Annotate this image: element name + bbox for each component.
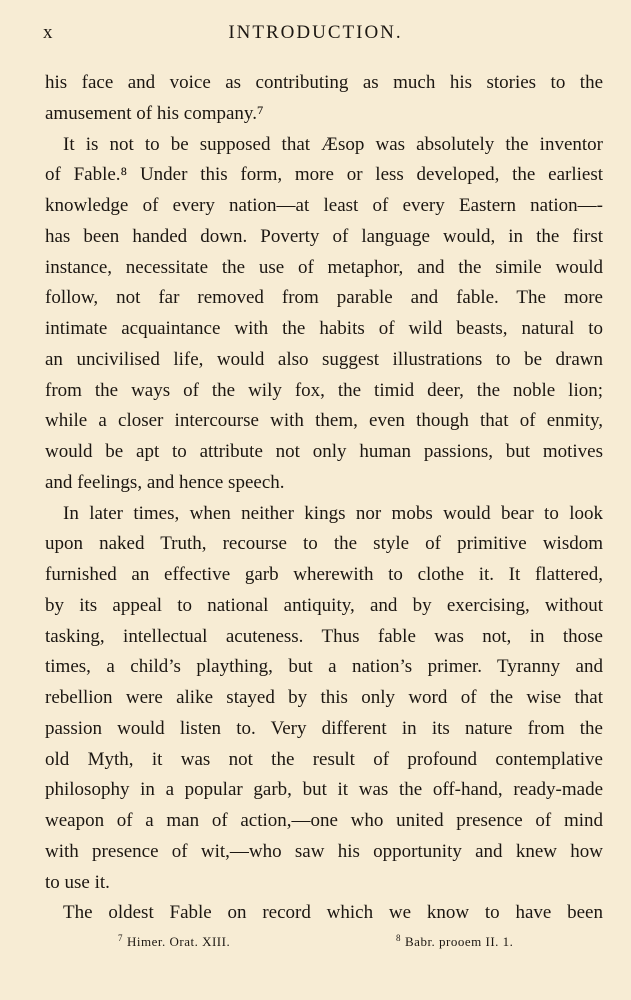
page-header	[0, 22, 631, 50]
footnote-mark: 8	[396, 933, 401, 943]
text-line: follow, not far removed from parable and fable. The more	[45, 287, 603, 309]
footnote-7	[118, 933, 230, 950]
body-text	[45, 68, 603, 929]
text-line: tasking, intellectual acuteness. Thus fable was not, in those	[45, 625, 603, 647]
text-line: old Myth, it was not the result of profound contemplative	[45, 748, 603, 770]
text-line: with presence of wit,—who saw his opportunity and knew how	[45, 840, 603, 862]
text-line: would be apt to attribute not only human passions, but motives	[45, 441, 603, 462]
footnote-text: Himer. Orat. XIII.	[127, 934, 231, 949]
paragraph-start-line: In later times, when neither kings nor mobs would bear to look	[63, 502, 603, 524]
text-line: times, a child’s plaything, but a nation’s primer. Tyranny and	[45, 656, 603, 678]
text-line: rebellion were alike stayed by this only word of the wise that	[45, 687, 603, 708]
text-line: amusement of his company.⁷	[45, 102, 264, 124]
page-number: x	[43, 22, 54, 43]
text-line: while a closer intercourse with them, even though that of enmity,	[45, 410, 603, 432]
footnote-text: Babr. prooem II. 1.	[405, 934, 514, 949]
text-line: and feelings, and hence speech.	[45, 471, 285, 493]
text-line: from the ways of the wily fox, the timid deer, the noble lion;	[45, 379, 603, 401]
text-line: his face and voice as contributing as much his stories to the	[45, 72, 603, 93]
footnote-mark: 7	[118, 933, 123, 943]
text-line: to use it.	[45, 871, 110, 893]
text-line: passion would listen to. Very different in its nature from the	[45, 717, 603, 739]
text-line: an uncivilised life, would also suggest illustrations to be drawn	[45, 348, 603, 370]
text-line: weapon of a man of action,—one who united presence of mind	[45, 810, 603, 831]
paragraph-start-line: It is not to be supposed that Æsop was absolutely the inventor	[63, 133, 603, 155]
text-line: instance, necessitate the use of metaphor, and the simile would	[45, 256, 603, 278]
paragraph-start-line: The oldest Fable on record which we know to have been	[63, 902, 603, 924]
text-line: furnished an effective garb wherewith to clothe it. It flattered,	[45, 564, 603, 585]
text-line: philosophy in a popular garb, but it was the off-hand, ready-made	[45, 779, 603, 801]
running-title: INTRODUCTION.	[228, 22, 403, 43]
text-line: of Fable.⁸ Under this form, more or less developed, the earliest	[45, 164, 603, 186]
text-line: upon naked Truth, recourse to the style of primitive wisdom	[45, 533, 603, 555]
text-line: intimate acquaintance with the habits of wild beasts, natural to	[45, 318, 603, 339]
text-line: knowledge of every nation—at least of every Eastern nation—-	[45, 195, 603, 216]
text-line: by its appeal to national antiquity, and by exercising, without	[45, 594, 603, 616]
footnote-8	[396, 933, 513, 950]
text-line: has been handed down. Poverty of language would, in the first	[45, 225, 603, 247]
